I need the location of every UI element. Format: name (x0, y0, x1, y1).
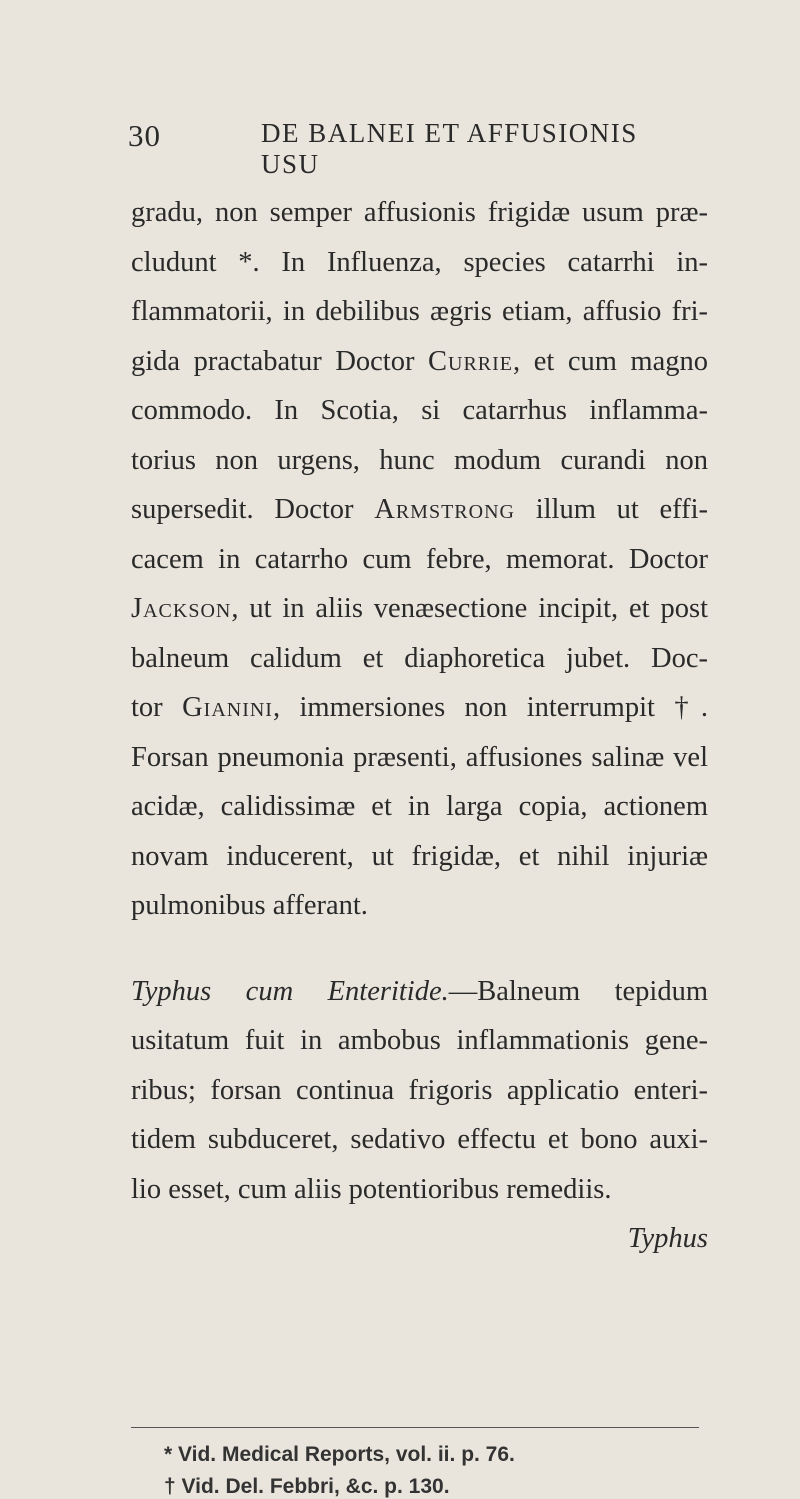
text-line: Jackson, ut in aliis venæsectione incipit, et post (131, 593, 708, 624)
text-line: torius non urgens, hunc modum curandi non (131, 444, 708, 476)
footnote-rule (131, 1427, 699, 1428)
text-line: acidæ, calidissimæ et in larga copia, actionem (131, 791, 708, 822)
text-line: commodo. In Scotia, si catarrhus inflamma- (131, 395, 708, 426)
author-name: Jackson (131, 593, 232, 624)
page-number: 30 (128, 118, 161, 153)
text-line: tidem subduceret, sedativo effectu et bono auxi- (131, 1124, 708, 1155)
text-line: supersedit. Doctor Armstrong illum ut effi- (131, 494, 708, 525)
footnote: † Vid. Del. Febbri, &c. p. 130. (164, 1475, 450, 1498)
running-title: DE BALNEI ET AFFUSIONIS USU (261, 118, 638, 179)
text-line: tor Gianini, immersiones non interrumpit †. (131, 692, 708, 723)
footnote: * Vid. Medical Reports, vol. ii. p. 76. (164, 1443, 515, 1466)
text-line: flammatorii, in debilibus ægris etiam, affusio fri- (131, 296, 708, 327)
text-line: Typhus cum Enteritide.—Balneum tepidum (131, 975, 708, 1007)
text-line: cludunt *. In Influenza, species catarrhi in- (131, 246, 708, 278)
text-line: gradu, non semper affusionis frigidæ usum præ- (131, 197, 708, 228)
text-line: balneum calidum et diaphoretica jubet. Doc- (131, 642, 708, 674)
text-line: lio esset, cum aliis potentioribus remediis. (131, 1173, 612, 1205)
author-name: Currie (428, 345, 514, 377)
text-line: ribus; forsan continua frigoris applicatio enteri- (131, 1074, 708, 1106)
text-line: Forsan pneumonia præsenti, affusiones salinæ vel (131, 741, 708, 773)
section-heading: Typhus cum Enteritide. (131, 975, 449, 1007)
text-line: cacem in catarrho cum febre, memorat. Doctor (131, 543, 708, 575)
catchword: Typhus (627, 1223, 708, 1254)
text-line: usitatum fuit in ambobus inflammationis gene- (131, 1025, 708, 1056)
text-line: gida practabatur Doctor Currie, et cum magno (131, 345, 708, 377)
text-line: novam inducerent, ut frigidæ, et nihil injuriæ (131, 840, 708, 872)
author-name: Armstrong (374, 494, 515, 525)
author-name: Gianini (182, 692, 273, 723)
page-body (131, 188, 708, 1264)
text-line: pulmonibus afferant. (131, 890, 368, 921)
